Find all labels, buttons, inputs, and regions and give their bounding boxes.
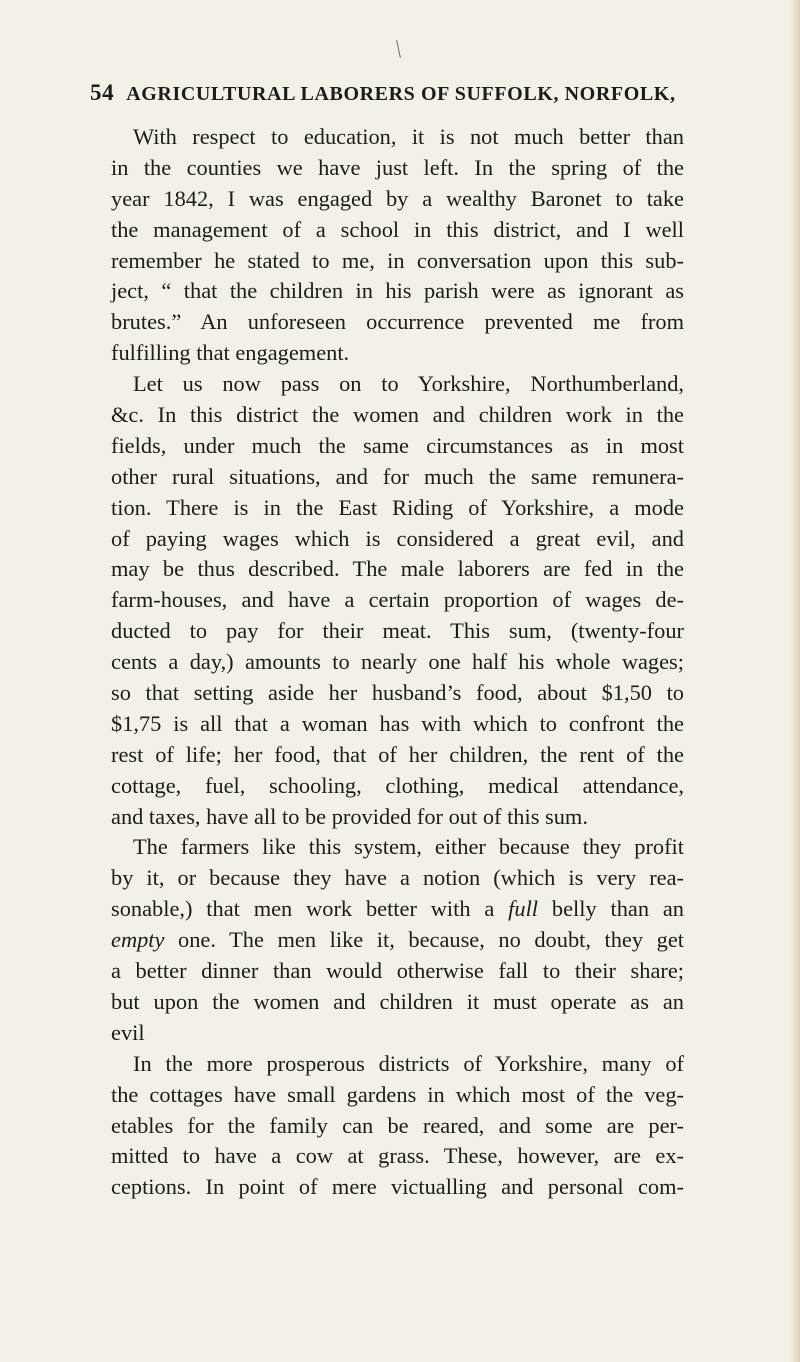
stray-mark [396, 40, 401, 58]
text-line: tion. There is in the East Riding of Yorkshire, a mode [111, 494, 684, 520]
text-line: ject, “ that the children in his parish were as ignorant as [111, 278, 684, 304]
text-line: &c. In this district the women and children work in the [111, 402, 684, 428]
body-text [111, 122, 684, 1203]
text-line: farm-houses, and have a certain proportion of wages de- [111, 587, 684, 613]
text-line: fields, under much the same circumstances as in most [111, 432, 684, 458]
emphasis: full [508, 896, 539, 922]
text-line: The farmers like this system, either because they profit [133, 834, 684, 860]
text-line: ducted to pay for their meat. This sum, (twenty-four [111, 618, 684, 644]
text-line: may be thus described. The male laborers are fed in the [111, 556, 684, 582]
text-line: With respect to education, it is not much better than [133, 124, 684, 149]
text-line: sonable,) that men work better with a full belly than an [111, 896, 684, 922]
text-line: and taxes, have all to be provided for out of this sum. [111, 803, 588, 829]
text-line: empty one. The men like it, because, no doubt, they get [111, 927, 684, 953]
text-line: brutes.” An unforeseen occurrence prevented me from [111, 309, 684, 335]
text-line: a better dinner than would otherwise fall to their share; [111, 958, 684, 984]
running-head [90, 80, 690, 106]
text-line: of paying wages which is considered a great evil, and [111, 525, 684, 551]
page-edge [790, 0, 800, 1362]
running-title: AGRICULTURAL LABORERS OF SUFFOLK, NORFOLK, [126, 83, 676, 105]
text-line: but upon the women and children it must operate as an [111, 988, 684, 1014]
text-line: rest of life; her food, that of her children, the rent of the [111, 741, 684, 767]
text-line: ceptions. In point of mere victualling and personal com- [111, 1174, 684, 1200]
text-line: remember he stated to me, in conversation upon this sub- [111, 247, 684, 273]
text-line: evil [111, 1019, 145, 1045]
text-line: cents a day,) amounts to nearly one half his whole wages; [111, 649, 684, 675]
text-line: In the more prosperous districts of Yorkshire, many of [133, 1050, 684, 1076]
text-line: cottage, fuel, schooling, clothing, medical attendance, [111, 772, 684, 798]
text-line: Let us now pass on to Yorkshire, Northumberland, [133, 371, 684, 397]
text-line: $1,75 is all that a woman has with which to confront the [111, 710, 684, 736]
text-line: so that setting aside her husband’s food, about $1,50 to [111, 680, 684, 706]
emphasis: empty [111, 927, 165, 953]
text-line: by it, or because they have a notion (which is very rea- [111, 865, 684, 891]
text-line: in the counties we have just left. In the spring of the [111, 154, 684, 180]
text-line: the cottages have small gardens in which most of the veg- [111, 1081, 684, 1107]
text-line: the management of a school in this district, and I well [111, 216, 684, 242]
page-number: 54 [90, 80, 115, 105]
text-line: mitted to have a cow at grass. These, however, are ex- [111, 1143, 684, 1169]
text-line: year 1842, I was engaged by a wealthy Baronet to take [111, 185, 684, 211]
text-line: other rural situations, and for much the same remunera- [111, 463, 684, 489]
text-line: etables for the family can be reared, and some are per- [111, 1112, 684, 1138]
text-line: fulfilling that engagement. [111, 340, 350, 366]
